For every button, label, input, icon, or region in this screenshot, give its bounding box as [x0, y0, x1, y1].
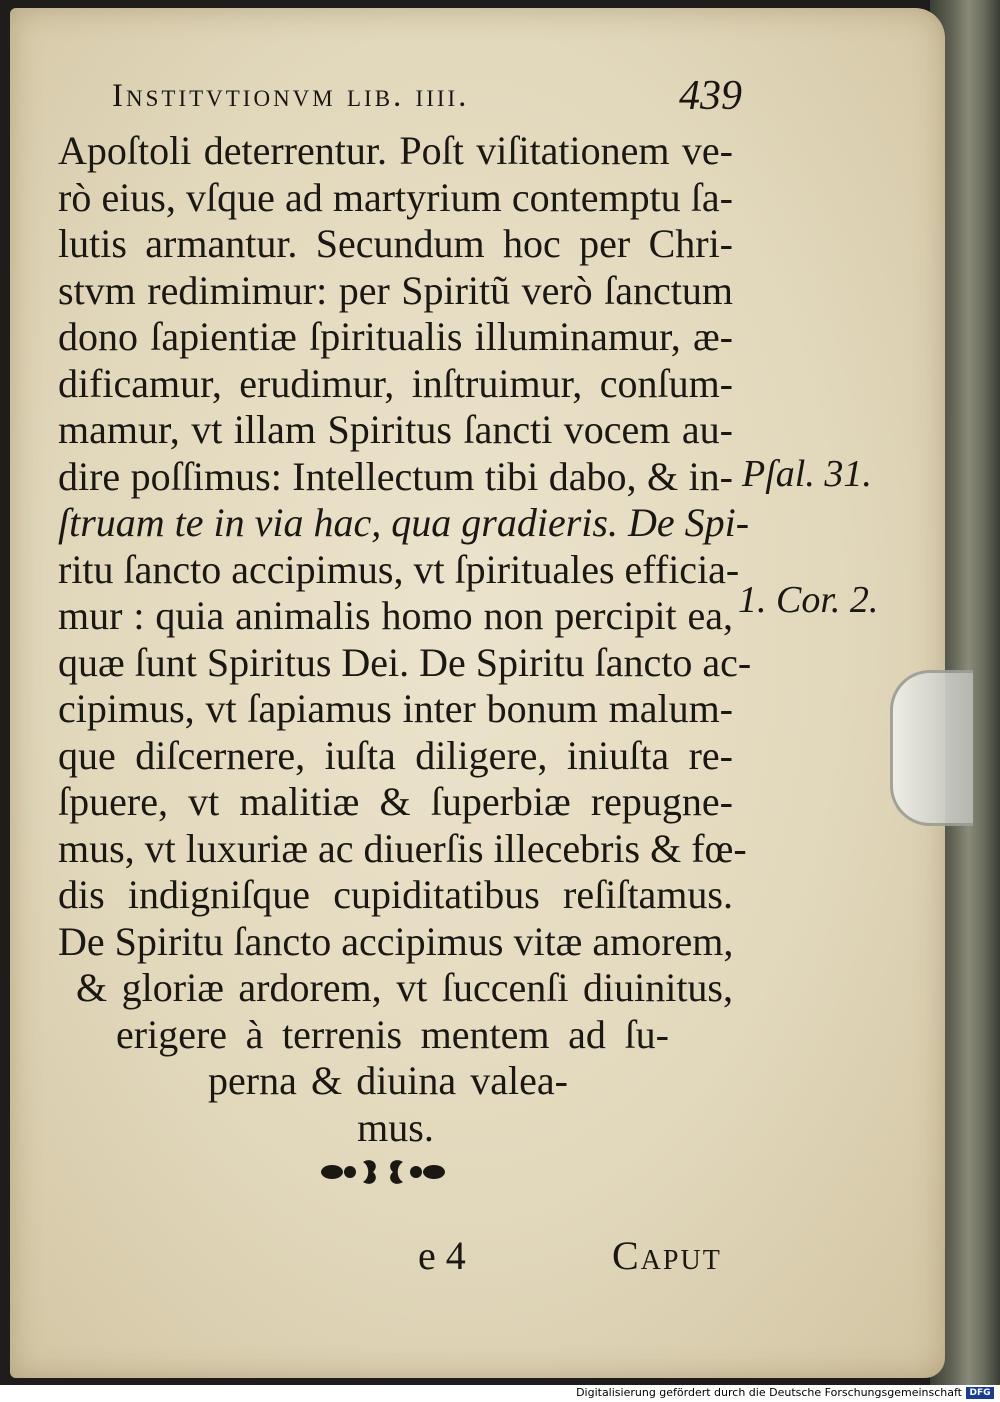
text-line: mur : quia animalis homo non percipit ea, [58, 593, 733, 638]
text-line: dificamur, erudimur, inſtruimur, conſum- [58, 360, 733, 406]
text-line: mus, vt luxuriæ ac diuerſis illecebris & fœ- [58, 825, 747, 871]
text-line: que diſcernere, iuſta diligere, iniuſta re- [58, 732, 733, 778]
text-line: perna & diuina valea- [208, 1058, 568, 1103]
text-line: De Spiritu ſancto accipimus vitæ amorem, [58, 918, 734, 964]
text-line: ſpuere, vt malitiæ & ſuperbiæ repugne- [58, 779, 733, 824]
text-line: dono ſapientiæ ſpiritualis illuminamur, æ- [58, 314, 733, 359]
text-line: ſtruam te in via hac, qua gradieris. De Spi- [58, 500, 750, 545]
page-clip [890, 670, 973, 826]
running-header [112, 72, 742, 132]
text-line: stvm redimimur: per Spiritũ verò ſanctum [58, 267, 733, 313]
running-title: Institvtionvm lib. iiii. [112, 78, 470, 114]
signature-mark: e 4 [418, 1233, 466, 1278]
text-line: ritu ſancto accipimus, vt ſpirituales efficia- [58, 546, 740, 592]
margin-note-corinthians: 1. Cor. 2. [738, 579, 879, 621]
text-line: dire poſſimus: Intellectum tibi dabo, & in- [58, 453, 733, 499]
text-line: mus. [357, 1104, 434, 1150]
text-line: cipimus, vt ſapiamus inter bonum malum- [58, 686, 733, 731]
text-line: Apoſtoli deterrentur. Poſt viſitationem ve- [58, 128, 733, 173]
text-line: lutis armantur. Secundum hoc per Chri- [58, 221, 733, 266]
page-number: 439 [679, 73, 742, 119]
text-line: mamur, vt illam Spiritus ſancti vocem au- [58, 407, 733, 452]
text-line: erigere à terrenis mentem ad ſu- [116, 1011, 669, 1057]
fleuron-ornament-icon [318, 1152, 448, 1192]
body-text [58, 128, 752, 1151]
dfg-logo: DFG [966, 1387, 994, 1399]
text-line: rò eius, vſque ad martyrium contemptu ſa- [58, 174, 733, 220]
text-line: dis indigniſque cupiditatibus reſiſtamus. [58, 872, 733, 917]
text-line: & gloriæ ardorem, vt ſuccenſi diuinitus, [76, 965, 733, 1010]
catchword: Caput [612, 1233, 722, 1278]
footer-credit: Digitalisierung gefördert durch die Deutsche Forschungsgemeinschaft [576, 1386, 962, 1399]
margin-note-psalm: Pſal. 31. [742, 453, 872, 495]
text-line: quæ ſunt Spiritus Dei. De Spiritu ſancto ac- [58, 639, 752, 685]
